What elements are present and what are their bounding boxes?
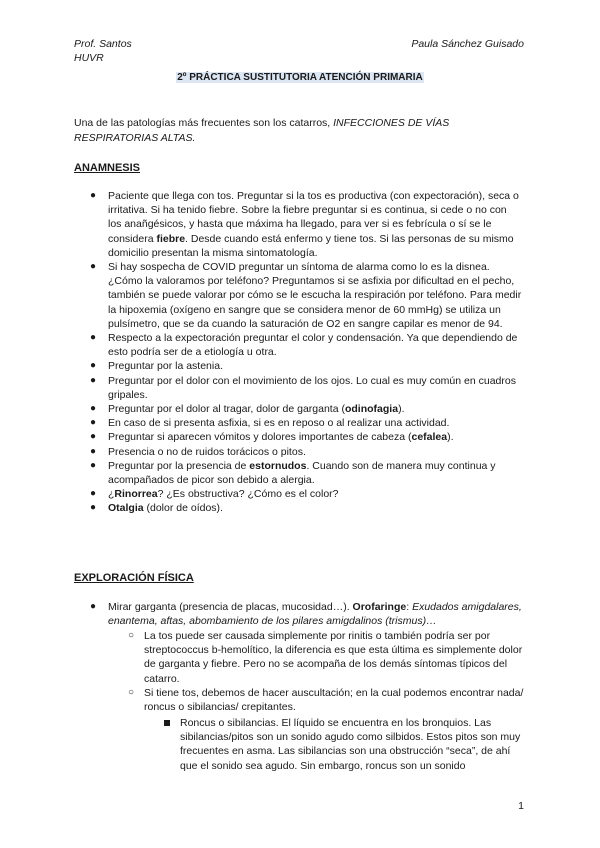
list-item: ● Preguntar por la presencia de estornudos. Cuando son de manera muy continua y acompañados de picor son debido a alergia. [90, 459, 496, 487]
anamnesis-heading: ANAMNESIS [74, 162, 141, 174]
bullet-icon: ● [90, 417, 97, 429]
list-item: ● Respecto a la expectoración preguntar el color y condensación. Ya que dependiendo de esto podría ser de a etiología u otra. [90, 332, 518, 359]
bullet-icon: ● [90, 332, 97, 344]
bullet-icon: ● [90, 445, 97, 457]
list-item: ● Preguntar si aparecen vómitos y dolores importantes de cabeza (cefalea). [90, 431, 454, 444]
bullet-icon: ● [90, 488, 97, 500]
list-item: ● Si hay sospecha de COVID preguntar un síntoma de alarma como lo es la disnea. ¿Cómo la valoramos por teléfono? Preguntamos si se asfixia por dificultad en el pecho, también se puede valorar por cómo se le escucha la respiración por teléfono. Para medir la hipoxemia (oxígeno en sangre que se considera menor de 60 mmHg) se utiliza un pulsímetro, que se da cuando la saturación de O2 en sangre capilar es menor de 94. [90, 261, 522, 330]
header-hospital: HUVR [74, 52, 104, 64]
page-title-text: 2º PRÁCTICA SUSTITUTORIA ATENCIÓN PRIMARIA [177, 72, 423, 83]
intro-emphasis: INFECCIONES DE VÍAS RESPIRATORIAS ALTAS. [74, 117, 450, 144]
exploracion-subitem: ○ Si tiene tos, debemos de hacer auscultación; en la cual podemos encontrar nada/ roncus o sibilancias/ crepitantes. [128, 687, 524, 714]
list-item: ● Mirar garganta (presencia de placas, mucosidad…). Orofaringe: Exudados amigdalares, enantema, aftas, abombamiento de los pilares amigdalinos (trismus)… [90, 601, 522, 628]
intro-paragraph [74, 116, 524, 146]
anamnesis-list [90, 189, 522, 516]
page-title [0, 72, 600, 83]
exploracion-subsubitem: Roncus o sibilancias. El líquido se encuentra en los bronquios. Las sibilancias/pitos son un sonido agudo como silbidos. Estos pitos son muy frecuentes en asma. Las sibilancias son una obstrucción “seca”, de ahí que el sonido sea agudo. Sin embargo, roncus son un sonido [162, 716, 526, 773]
bullet-icon: ● [90, 601, 97, 612]
header-professor: Prof. Santos [74, 38, 132, 50]
exploracion-subitem: ○ La tos puede ser causada simplemente por rinitis o también podría ser por streptococcus b-hemolítico, la diferencia es que esta última es simplemente dolor de garganta y fiebre. Pero no se acompaña de los demás síntomas típicos del catarro. [128, 630, 523, 685]
bullet-icon: ● [90, 459, 97, 471]
circle-bullet-icon: ○ [128, 630, 135, 641]
bullet-icon: ● [90, 431, 97, 443]
list-item: ● Presencia o no de ruidos torácicos o pitos. [90, 445, 306, 458]
bullet-icon: ● [90, 261, 97, 273]
list-item: ● Paciente que llega con tos. Preguntar si la tos es productiva (con expectoración), seca o irritativa. Si ha tenido fiebre. Sobre la fiebre preguntar si es continua, si cede o no con los anañgésicos, y hasta que máxima ha llegado, para ver si es febrícula o sí se le considera fiebre. Desde cuando está enfermo y tiene tos. Si las personas de su mismo domicilio presentan la misma sintomatología. [90, 190, 519, 259]
header-author: Paula Sánchez Guisado [411, 38, 524, 50]
bullet-icon: ● [90, 403, 97, 415]
square-bullet-icon [164, 720, 170, 726]
exploracion-heading: EXPLORACIÓN FÍSICA [74, 572, 194, 584]
list-item: ● Preguntar por el dolor con el movimiento de los ojos. Lo cual es muy común en cuadros gripales. [90, 374, 516, 401]
page-number: 1 [518, 800, 524, 812]
bullet-icon: ● [90, 360, 97, 372]
bullet-icon: ● [90, 190, 97, 201]
list-item: ● ¿Rinorrea? ¿Es obstructiva? ¿Cómo es el color? [90, 488, 339, 501]
circle-bullet-icon: ○ [128, 687, 135, 698]
list-item: ● En caso de si presenta asfixia, si es en reposo o al realizar una actividad. [90, 417, 450, 430]
list-item: ● Preguntar por la astenia. [90, 360, 223, 373]
bullet-icon: ● [90, 374, 97, 386]
bullet-icon: ● [90, 502, 97, 514]
list-item: ● Preguntar por el dolor al tragar, dolor de garganta (odinofagia). [90, 403, 405, 416]
exploracion-list [90, 600, 526, 628]
list-item: ● Otalgia (dolor de oídos). [90, 502, 223, 515]
intro-text: Una de las patologías más frecuentes son los catarros, [74, 117, 334, 129]
